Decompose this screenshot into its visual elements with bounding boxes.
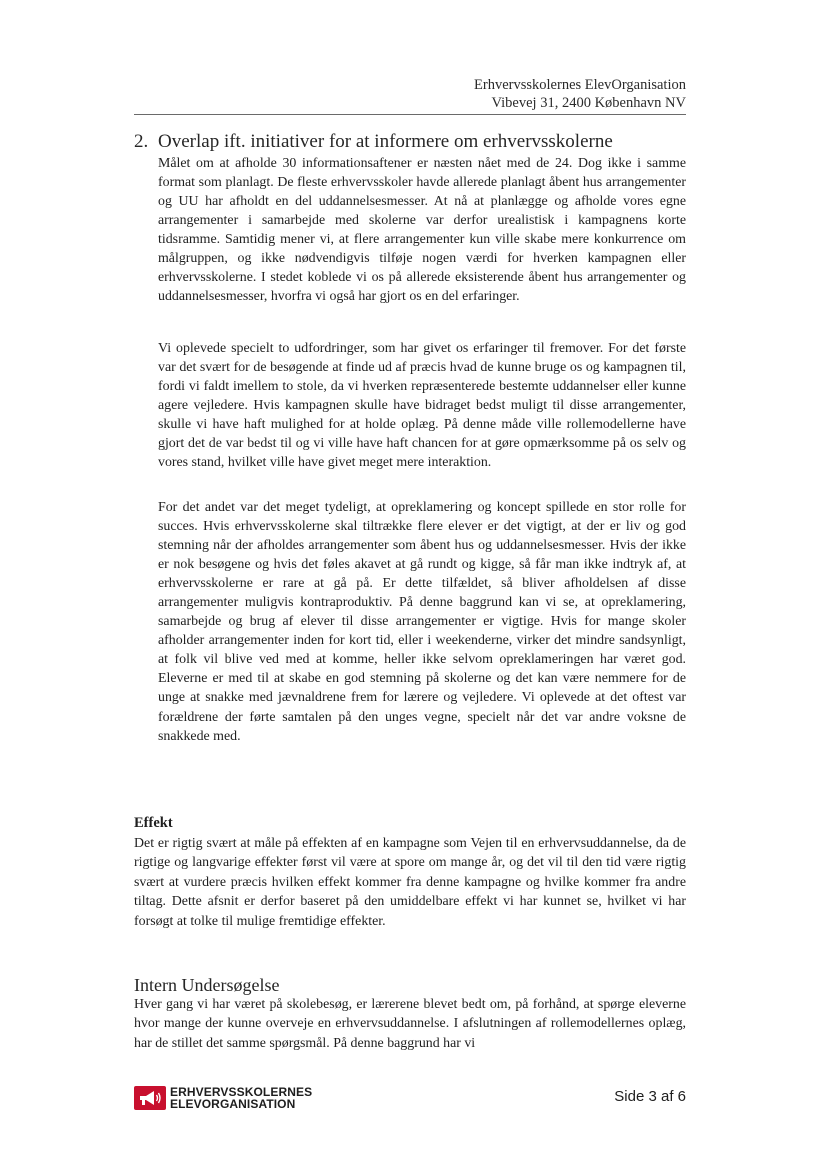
effekt-paragraph: Det er rigtig svært at måle på effekten af en kampagne som Vejen til en erhvervsuddannelse, da de rigtige og langvarige effekter først vil være at spore om mange år, og det vil til den tid være rigtig svært at vurdere præcis hvilken effekt kommer fra denne kampagne og hvilke kommer fra andre tiltag. Dette afsnit er derfor baseret på den umiddelbare effekt vi har kunnet se, hvilket vi har forsøgt at tolke til mulige fremtidige effekter.	[134, 836, 686, 929]
org-name: Erhvervsskolernes ElevOrganisation	[474, 77, 686, 93]
effekt-heading: Effekt	[134, 815, 173, 831]
org-address: Vibevej 31, 2400 København NV	[491, 95, 686, 111]
section-paragraph-1: Målet om at afholde 30 informationsaftener er næsten nået med de 24. Dog ikke i samme format som planlagt. De fleste erhvervsskoler havde allerede planlagt åbent hus arrangementer og UU har afholdt en del uddannelsesmesser. At nå at planlægge og afholde vores egne arrangementer i samarbejde med skolerne var derfor urealistisk i kampagnens korte tidsramme. Samtidig mener vi, at flere arrangementer kun ville skabe mere konkurrence om målgruppen, og ikke nødvendigvis tilføje nogen værdi for hverken kampagnen eller erhvervsskolerne. I stedet koblede vi os på allerede eksisterende åbent hus arrangementer og uddannelsesmesser, hvorfra vi også har gjort os en del erfaringer.	[158, 156, 686, 305]
logo-line-1: ERHVERVSSKOLERNES	[170, 1085, 313, 1099]
section-paragraph-2: Vi oplevede specielt to udfordringer, som har givet os erfaringer til fremover. For det første var det svært for de besøgende at finde ud af præcis hvad de kunne bruge os og kampagnen til, fordi vi faldt imellem to stole, da vi hverken repræsenterede bestemte uddannelser eller kunne agere vejledere. Hvis kampagnen skulle have bidraget bedst muligt til disse arrangementer, skulle vi have haft mulighed for at holde oplæg. På denne måde ville rollemodellerne have gjort det de var bedst til og vi ville have haft chancen for at gøre opmærksomme på os selv og vores stand, hvilket ville have givet meget mere interaktion.	[158, 341, 686, 471]
section-heading	[134, 131, 694, 153]
footer-logo	[134, 1084, 312, 1112]
intern-heading: Intern Undersøgelse	[134, 975, 280, 995]
megaphone-icon	[134, 1086, 166, 1110]
logo-wordmark	[170, 1086, 312, 1110]
letterhead	[474, 76, 686, 112]
section-paragraph-3: For det andet var det meget tydeligt, at opreklamering og koncept spillede en stor rolle for succes. Hvis erhvervsskolerne skal tiltrække flere elever er det vigtigt, at der er liv og god stemning når der afholdes arrangementer som åbent hus og uddannelsesmesser. Hvis der ikke er nok besøgene og hvis det føles akavet at gå rundt og kigge, så får man ikke indtryk af, at erhvervsskolerne er rare at gå på. Er dette tilfældet, så bliver afholdelsen af disse arrangementer muligvis kontraproduktiv. På denne baggrund kan vi se, at opreklamering, samarbejde og brug af elever til disse arrangementer er vigtige. Hvis for mange skoler afholder arrangementer inden for kort tid, eller i weekenderne, virker det mindre sandsynligt, at folk vil blive ved med at komme, heller ikke selvom opreklameringen har været god. Eleverne er med til at skabe en god stemning på skolerne og det kan være nemmere for de unge at snakke med jævnaldrene frem for lærere og vejledere. Vi oplevede at det oftest var forældrene der førte samtalen på den unges vegne, specielt når det var andre voksne de snakkede med.	[158, 500, 686, 744]
section-title: Overlap ift. initiativer for at informere om erhvervsskolerne	[158, 131, 613, 152]
intern-paragraph: Hver gang vi har været på skolebesøg, er lærerene blevet bedt om, på forhånd, at spørge eleverne hvor mange der kunne overveje en erhvervsuddannelse. I afslutningen af rollemodellernes oplæg, har de stillet det samme spørgsmål. På denne baggrund har vi	[134, 997, 686, 1051]
section-number: 2.	[134, 131, 149, 152]
page-number: Side 3 af 6	[614, 1088, 686, 1105]
header-divider	[134, 114, 686, 115]
logo-line-2: ELEVORGANISATION	[170, 1097, 296, 1111]
